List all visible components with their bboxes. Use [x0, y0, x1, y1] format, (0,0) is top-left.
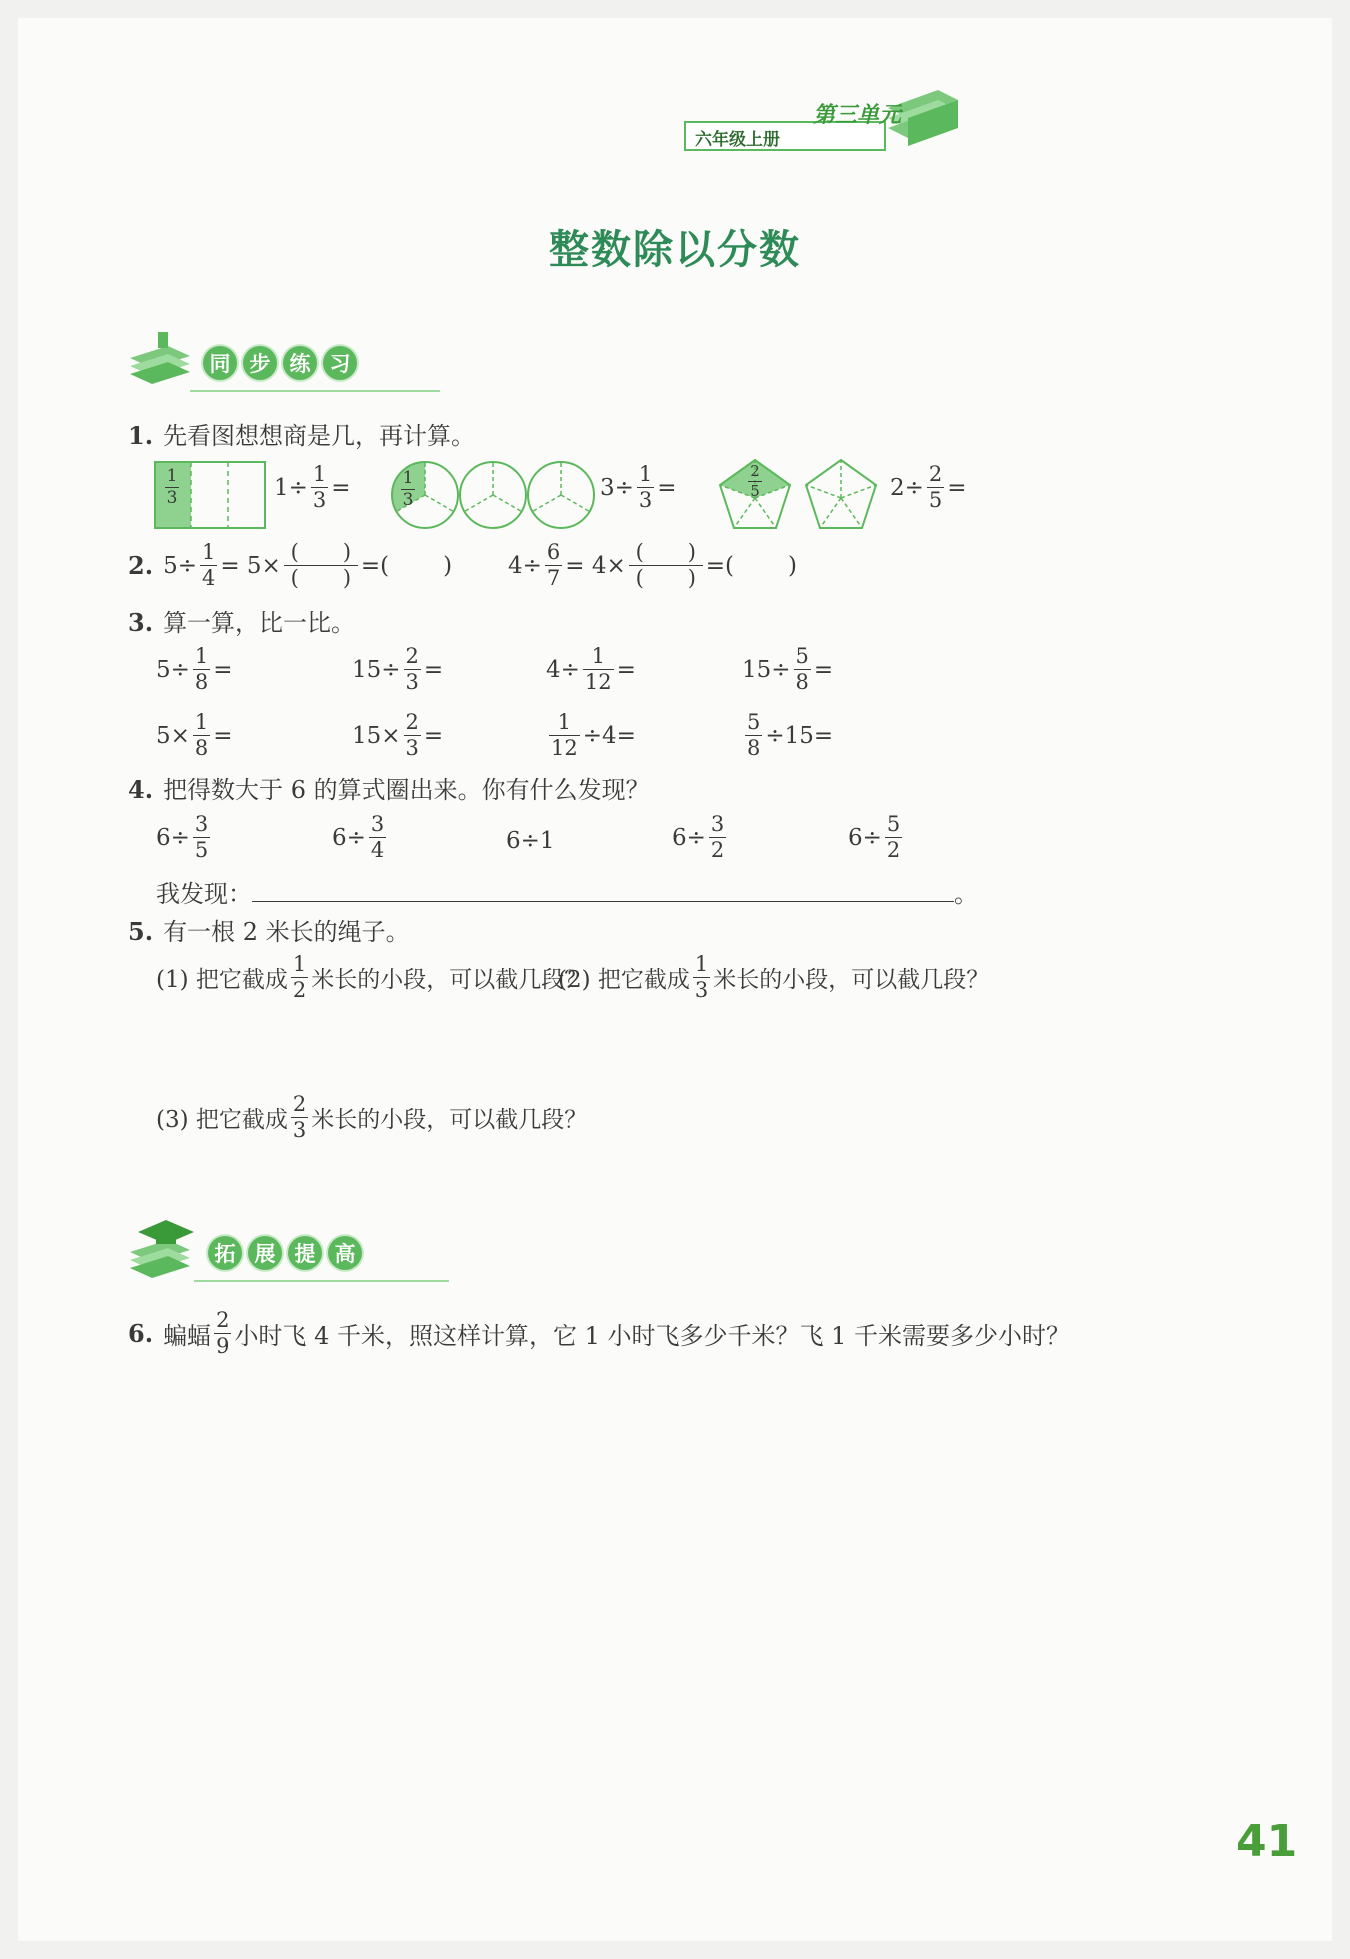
answer-blank-fraction[interactable]: $\frac{( )}{( )}$ [629, 542, 703, 589]
expression: 15÷ $\frac{2}{3}$ = [352, 644, 444, 694]
circle-choice[interactable]: 6÷ $\frac{3}{2}$ [672, 812, 725, 862]
sub-question: (3) 把它截成 $\frac{2}{3}$ 米长的小段，可以截几段？ [156, 1092, 588, 1142]
section-char: 练 [283, 346, 317, 380]
expression: $\frac{5}{8}$ ÷15= [747, 710, 834, 760]
expression: 5× $\frac{1}{8}$ = [156, 710, 233, 760]
unit-label: 第三单元 [813, 103, 902, 128]
worksheet-page [18, 18, 1332, 1941]
question-2-right [508, 542, 797, 589]
expression: 2÷ $\frac{2}{5}$ = [890, 462, 967, 512]
expression: 15× $\frac{2}{3}$ = [352, 710, 444, 760]
graduation-books-icon [128, 1214, 203, 1279]
circle-choice[interactable]: 6÷ $\frac{5}{2}$ [848, 812, 901, 862]
books-stack-icon [128, 328, 198, 388]
question-2: 2. 5÷ $\frac{1}{4}$ = 5× $\frac{( )}{( )}$ =( ) [128, 540, 453, 590]
section-char: 同 [203, 346, 237, 380]
expression: $\frac{1}{12}$ ÷4= [551, 710, 636, 760]
section-char: 习 [323, 346, 357, 380]
section-char: 提 [288, 1236, 322, 1270]
question-6: 6. 蝙蝠 $\frac{2}{9}$ 小时飞 4 千米，照这样计算，它 1 小时飞多少千米？飞 1 千米需要多少小时？ [128, 1308, 1071, 1358]
question-5: 5. 有一根 2 米长的绳子。 [128, 917, 410, 946]
expression: 4÷ $\frac{1}{12}$ = [546, 644, 636, 694]
grade-label: 六年级上册 [695, 130, 780, 150]
expression: 5÷ $\frac{1}{8}$ = [156, 644, 233, 694]
question-1 [128, 416, 475, 451]
circle-choice[interactable]: 6÷ $\frac{3}{4}$ [332, 812, 385, 862]
circle-choice[interactable]: 6÷ $\frac{3}{5}$ [156, 812, 209, 862]
question-number: 1. [128, 421, 154, 450]
section-char: 拓 [208, 1236, 242, 1270]
expression: 1÷ $\frac{1}{3}$ = [274, 462, 351, 512]
section-underline [194, 1280, 449, 1282]
section-extend [128, 1208, 448, 1288]
fraction-label: $\frac{1}{3}$ [402, 468, 414, 510]
expression: 15÷ $\frac{5}{8}$ = [742, 644, 834, 694]
section-char: 展 [248, 1236, 282, 1270]
section-practice [128, 318, 448, 398]
fraction-label: $\frac{1}{3}$ [166, 466, 178, 508]
discovery-line[interactable]: 我发现： 。 [156, 880, 978, 908]
circle-choice[interactable]: 6÷1 [506, 828, 555, 854]
page-title: 整数除以分数 [549, 227, 801, 273]
sub-question: (2) 把它截成 $\frac{1}{3}$ 米长的小段，可以截几段？ [558, 952, 990, 1002]
unit-header [683, 78, 983, 158]
question-3: 3. 算一算，比一比。 [128, 608, 356, 637]
expression: 3÷ $\frac{1}{3}$ = [600, 462, 677, 512]
page-number: 41 [1236, 1816, 1298, 1867]
section-char: 步 [243, 346, 277, 380]
sub-question: (1) 把它截成 $\frac{1}{2}$ 米长的小段，可以截几段？ [156, 952, 588, 1002]
question-4: 4. 把得数大于 6 的算式圈出来。你有什么发现？ [128, 775, 650, 804]
section-underline [190, 390, 440, 392]
fraction-label: $\frac{2}{5}$ [750, 462, 760, 500]
question-text: 先看图想想商是几，再计算。 [163, 422, 476, 450]
expression: 4÷ $\frac{6}{7}$ = 4× $\frac{( )}{( )}$ =( ) [508, 540, 798, 590]
answer-blank-fraction[interactable]: $\frac{( )}{( )}$ [284, 542, 358, 589]
section-char: 高 [328, 1236, 362, 1270]
expression: 5÷ $\frac{1}{4}$ = 5× $\frac{( )}{( )}$ =( ) [163, 540, 453, 590]
